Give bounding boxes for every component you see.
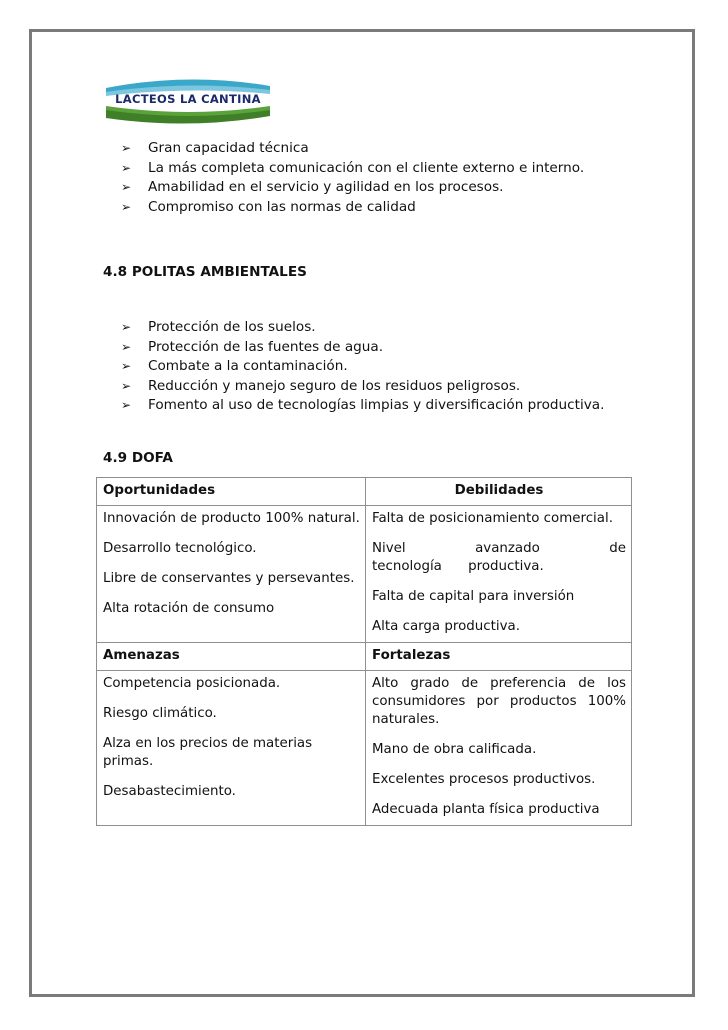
list-item: ➢ Amabilidad en el servicio y agilidad en los procesos.: [121, 178, 584, 198]
table-row: [97, 643, 632, 671]
table-row: [97, 478, 632, 506]
oportunidades-header: Oportunidades: [97, 478, 366, 506]
table-cell-text: Competencia posicionada.: [103, 676, 281, 691]
fortalezas-cell: [366, 671, 632, 826]
debilidades-cell: [366, 506, 632, 643]
table-cell-text: Falta de posicionamiento comercial.: [372, 511, 613, 526]
logo-text: LACTEOS LA CANTINA: [115, 92, 261, 106]
table-cell-text: Nivel avanzado de tecnología productiva.: [372, 541, 626, 574]
environmental-policies-list: [121, 318, 604, 416]
amenazas-cell: [97, 671, 366, 826]
table-cell-text: Mano de obra calificada.: [372, 742, 537, 757]
arrow-bullet-icon: ➢: [121, 398, 132, 412]
list-item: ➢ La más completa comunicación con el cliente externo e interno.: [121, 159, 584, 179]
amenazas-header: Amenazas: [97, 643, 366, 671]
table-row: [97, 506, 632, 643]
list-item: ➢ Fomento al uso de tecnologías limpias y diversificación productiva.: [121, 396, 604, 416]
list-item: ➢ Protección de los suelos.: [121, 318, 604, 338]
debilidades-header: Debilidades: [366, 478, 632, 506]
list-item: ➢ Combate a la contaminación.: [121, 357, 604, 377]
table-cell-text: Desabastecimiento.: [103, 784, 236, 799]
section-heading-4-9: 4.9 DOFA: [103, 450, 173, 466]
arrow-bullet-icon: ➢: [121, 378, 132, 393]
list-item: ➢ Protección de las fuentes de agua.: [121, 338, 604, 358]
qualities-list: [121, 139, 584, 217]
arrow-bullet-icon: ➢: [121, 180, 132, 194]
table-cell-text: Libre de conservantes y persevantes.: [103, 571, 355, 586]
arrow-bullet-icon: ➢: [121, 160, 132, 175]
table-cell-text: Adecuada planta física productiva: [372, 802, 600, 817]
arrow-bullet-icon: ➢: [121, 339, 132, 354]
dofa-table: [96, 477, 632, 826]
table-cell-text: Riesgo climático.: [103, 706, 217, 721]
table-row: [97, 671, 632, 826]
company-logo: [104, 74, 272, 124]
table-cell-text: Desarrollo tecnológico.: [103, 541, 257, 556]
arrow-bullet-icon: ➢: [121, 320, 132, 334]
list-item: ➢ Gran capacidad técnica: [121, 139, 584, 159]
table-cell-text: Innovación de producto 100% natural.: [103, 511, 360, 526]
arrow-bullet-icon: ➢: [121, 141, 132, 155]
table-cell-text: Alta rotación de consumo: [103, 601, 275, 616]
section-heading-4-8: 4.8 POLITAS AMBIENTALES: [103, 264, 307, 280]
table-cell-text: Falta de capital para inversión: [372, 589, 575, 604]
arrow-bullet-icon: ➢: [121, 359, 132, 373]
arrow-bullet-icon: ➢: [121, 199, 132, 214]
table-cell-text: Alza en los precios de materias primas.: [103, 736, 313, 769]
fortalezas-header: Fortalezas: [366, 643, 632, 671]
table-cell-text: Excelentes procesos productivos.: [372, 772, 596, 787]
list-item: ➢ Reducción y manejo seguro de los residuos peligrosos.: [121, 377, 604, 397]
list-item: ➢ Compromiso con las normas de calidad: [121, 198, 584, 218]
table-cell-text: Alta carga productiva.: [372, 619, 521, 634]
table-cell-text: Alto grado de preferencia de los consumidores por productos 100% naturales.: [372, 676, 626, 727]
oportunidades-cell: [97, 506, 366, 643]
